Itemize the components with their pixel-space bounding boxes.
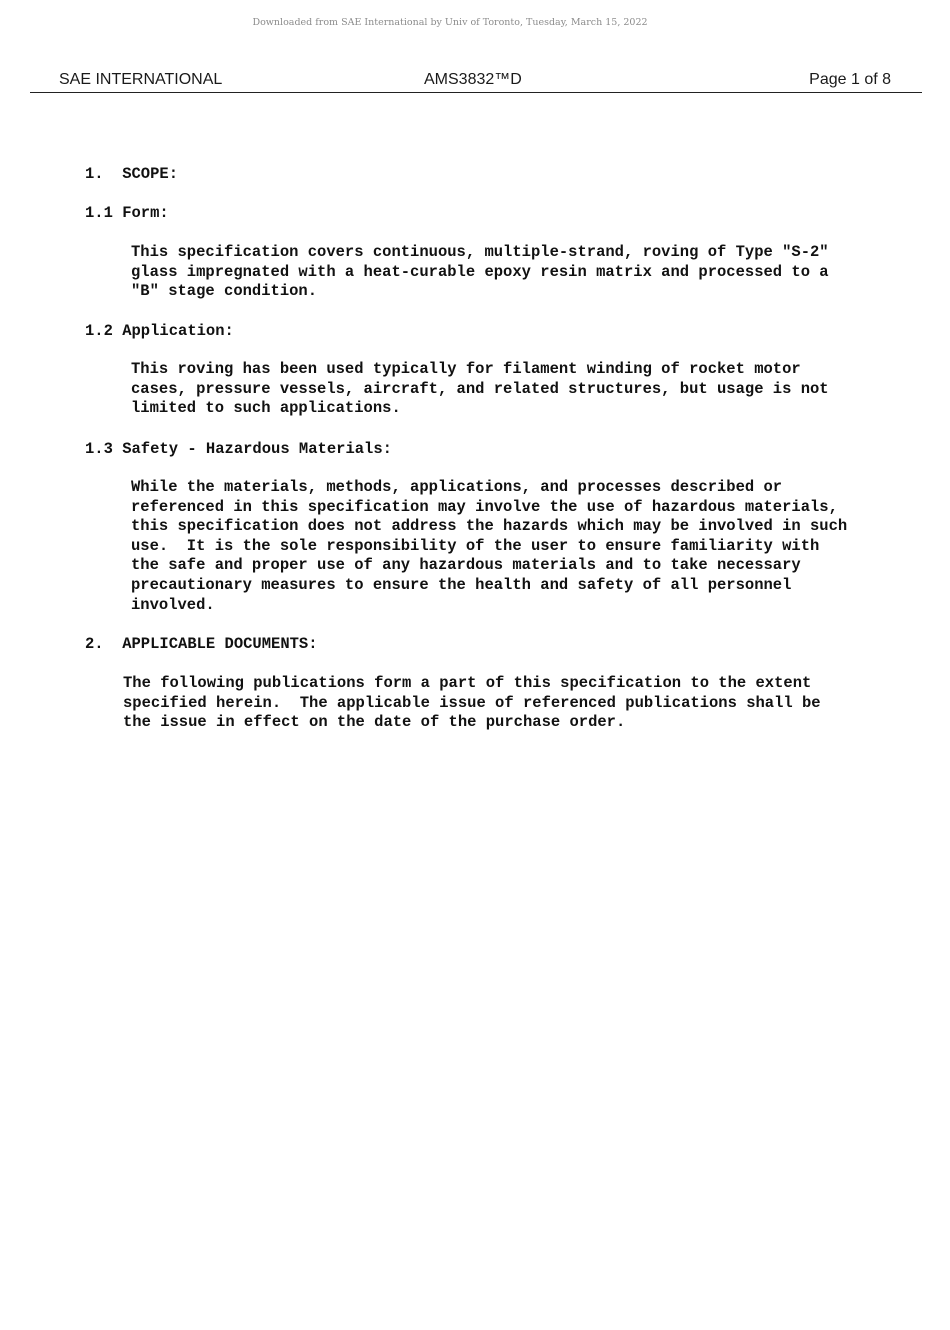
section-2-heading: 2. APPLICABLE DOCUMENTS: — [85, 635, 318, 653]
section-1-3-body: While the materials, methods, applications, and processes described or referenced in this specification may involve the use of hazardous materials, this specification does not address the hazards which may be involved in such use. It is the sole responsibility of the user to ensure familiarity with the safe and proper use of any hazardous materials and to take necessary precautionary measures to ensure the health and safety of all personnel involved. — [131, 478, 848, 614]
header-page-number: Page 1 of 8 — [809, 71, 891, 88]
section-2-body: The following publications form a part of this specification to the extent specified herein. The applicable issue of referenced publications shall be the issue in effect on the date of the purchase order. — [123, 674, 821, 732]
header-document-number: AMS3832™D — [424, 71, 522, 88]
section-1-3-heading: 1.3 Safety - Hazardous Materials: — [85, 440, 392, 458]
download-watermark: Downloaded from SAE International by Univ of Toronto, Tuesday, March 15, 2022 — [252, 17, 648, 28]
section-1-2-heading: 1.2 Application: — [85, 322, 234, 340]
header-organization: SAE INTERNATIONAL — [59, 71, 223, 88]
section-1-2-body: This roving has been used typically for filament winding of rocket motor cases, pressure vessels, aircraft, and related structures, but usage is not limited to such applications. — [131, 360, 829, 418]
section-1-1-body: This specification covers continuous, multiple-strand, roving of Type "S-2" glass impregnated with a heat-curable epoxy resin matrix and processed to a "B" stage condition. — [131, 243, 829, 301]
section-1-heading: 1. SCOPE: — [85, 165, 179, 183]
page-header — [30, 70, 922, 93]
section-1-1-heading: 1.1 Form: — [85, 204, 169, 222]
